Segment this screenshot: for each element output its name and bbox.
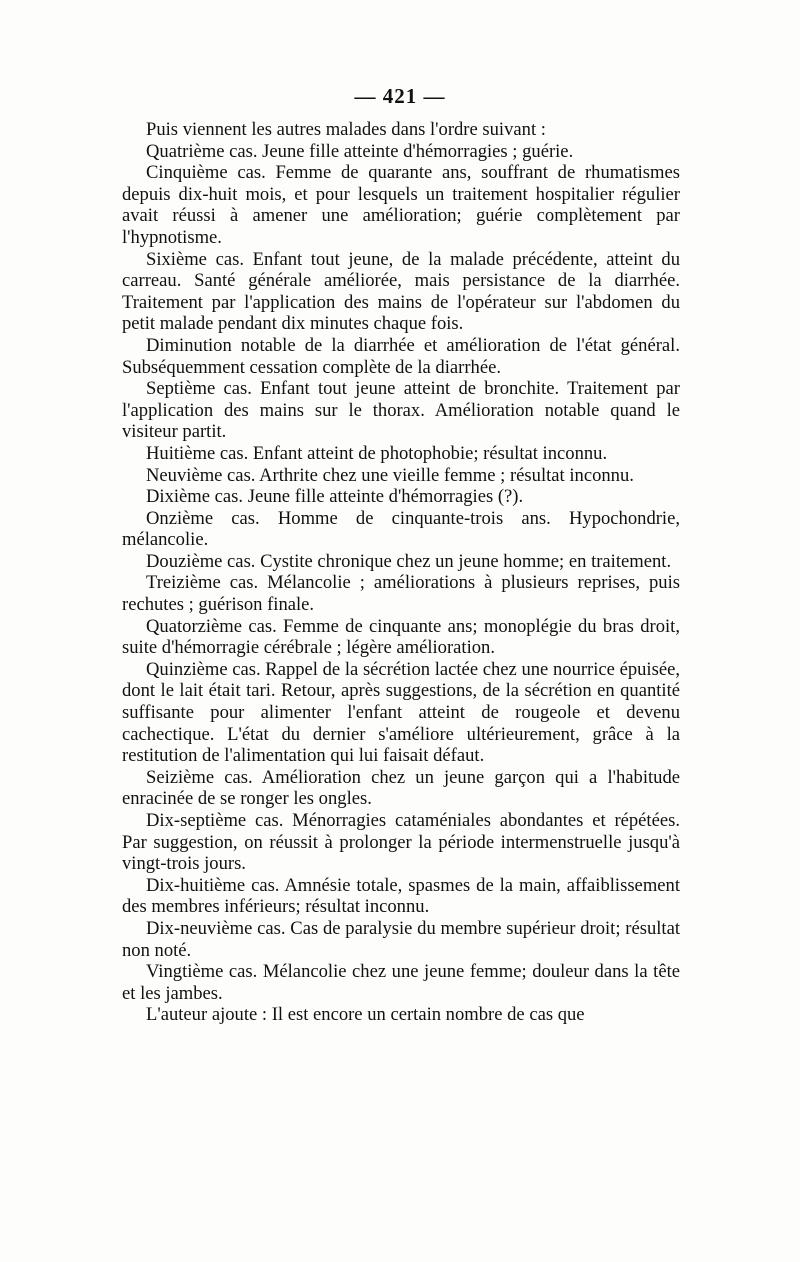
paragraph-case-8: Huitième cas. Enfant atteint de photophobie; résultat inconnu. <box>146 442 608 464</box>
paragraph-case-11: Onzième cas. Homme de cinquante-trois ans. Hypochondrie, mélancolie. <box>122 507 680 551</box>
body-text <box>122 119 680 1026</box>
paragraph-case-6-result: Diminution notable de la diarrhée et amélioration de l'état général. Subséquemment cessation complète de la diarrhée. <box>122 334 680 378</box>
paragraph-case-16: Seizième cas. Amélioration chez un jeune garçon qui a l'habitude enracinée de se ronger les ongles. <box>122 766 680 810</box>
paragraph-case-7: Septième cas. Enfant tout jeune atteint de bronchite. Traitement par l'application des mains sur le thorax. Amélioration notable quand le visiteur partit. <box>122 378 680 443</box>
paragraph-intro: Puis viennent les autres malades dans l'ordre suivant : <box>146 119 546 140</box>
page-number: — 421 — <box>354 84 446 108</box>
paragraph-case-9: Neuvième cas. Arthrite chez une vieille femme ; résultat inconnu. <box>146 464 634 486</box>
paragraph-case-4: Quatrième cas. Jeune fille atteinte d'hémorragies ; guérie. <box>146 140 574 162</box>
paragraph-case-14: Quatorzième cas. Femme de cinquante ans; monoplégie du bras droit, suite d'hémorragie cérébrale ; légère amélioration. <box>122 615 680 659</box>
paragraph-case-5: Cinquième cas. Femme de quarante ans, souffrant de rhumatismes depuis dix-huit mois, et pour lesquels un traitement hospitalier régulier avait réussi à amener une amélioration; guérie complètement par l'hypnotisme. <box>122 162 680 248</box>
paragraph-case-19: Dix-neuvième cas. Cas de paralysie du membre supérieur droit; résultat non noté. <box>122 917 680 961</box>
paragraph-author-note: L'auteur ajoute : Il est encore un certain nombre de cas que <box>146 1004 585 1026</box>
paragraph-case-17: Dix-septième cas. Ménorragies cataméniales abondantes et répétées. Par suggestion, on réussit à prolonger la période intermenstruelle jusqu'à vingt-trois jours. <box>122 810 680 875</box>
paragraph-case-10: Dixième cas. Jeune fille atteinte d'hémorragies (?). <box>146 486 524 508</box>
paragraph-case-18: Dix-huitième cas. Amnésie totale, spasmes de la main, affaiblissement des membres inférieurs; résultat inconnu. <box>122 874 680 918</box>
paragraph-case-12: Douzième cas. Cystite chronique chez un jeune homme; en traitement. <box>146 550 672 572</box>
paragraph-case-15: Quinzième cas. Rappel de la sécrétion lactée chez une nourrice épuisée, dont le lait était tari. Retour, après suggestions, de la sécrétion en quantité suffisante pour alimenter l'enfant atteint de rougeole et devenu cachectique. L'état du dernier s'améliore ultérieurement, grâce à la restitution de l'alimentation qui lui faisait défaut. <box>122 658 680 767</box>
paragraph-case-6: Sixième cas. Enfant tout jeune, de la malade précédente, atteint du carreau. Santé générale améliorée, mais persistance de la diarrhée. Traitement par l'application des mains de l'opérateur sur l'abdomen du petit malade pendant dix minutes chaque fois. <box>122 248 680 335</box>
paragraph-case-13: Treizième cas. Mélancolie ; améliorations à plusieurs reprises, puis rechutes ; guérison finale. <box>122 572 680 616</box>
paragraph-case-20: Vingtième cas. Mélancolie chez une jeune femme; douleur dans la tête et les jambes. <box>122 961 680 1004</box>
